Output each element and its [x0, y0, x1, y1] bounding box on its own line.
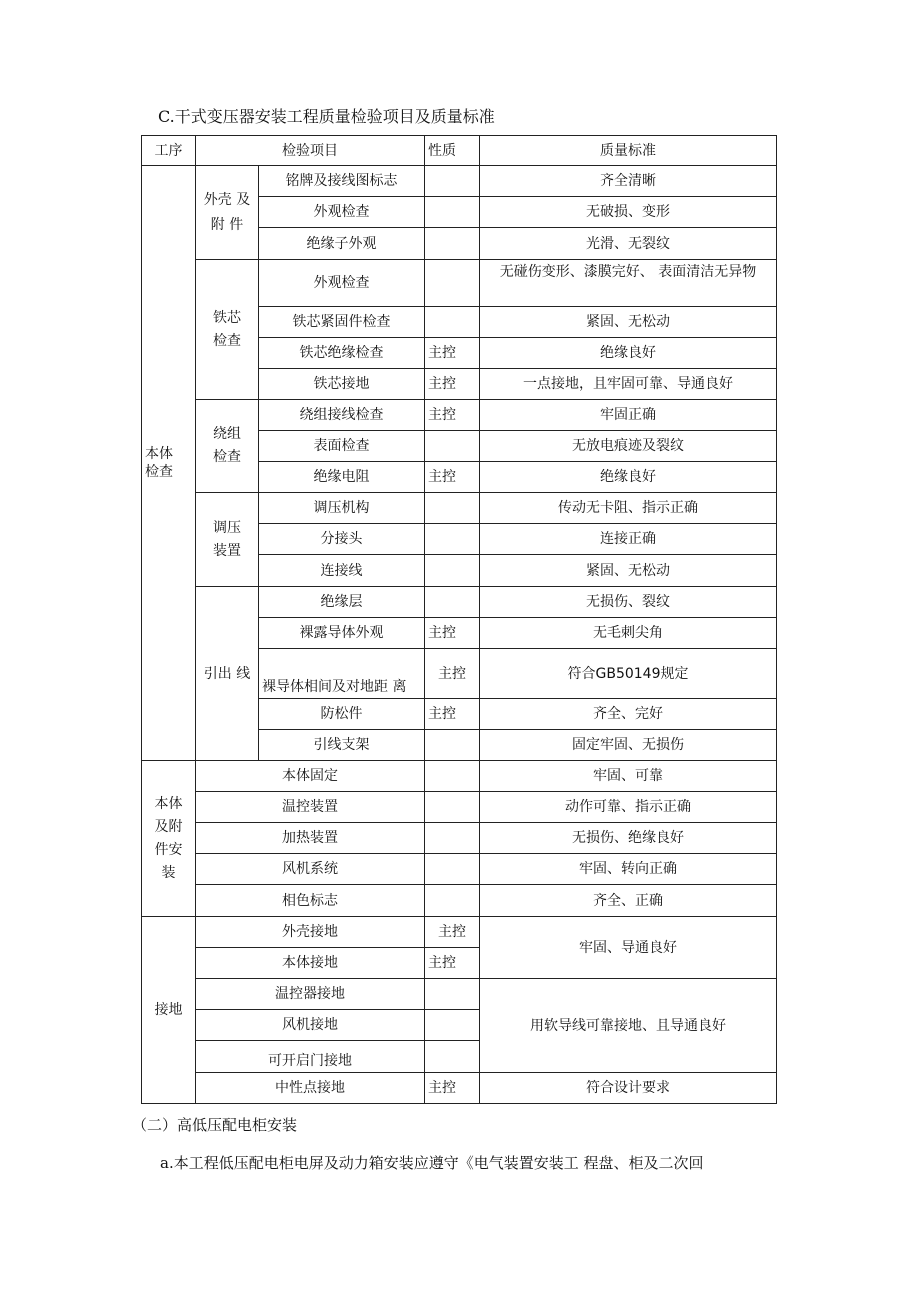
standard-cell: 齐全清晰 [480, 166, 777, 197]
standard-cell: 牢固、导通良好 [480, 917, 777, 979]
standard-cell: 齐全、完好 [480, 699, 777, 730]
nature-cell [425, 228, 480, 260]
table-row [142, 1073, 777, 1104]
item-cell: 外壳接地 [196, 917, 425, 948]
header-row [142, 136, 777, 166]
standard-cell: 牢固、转向正确 [480, 854, 777, 885]
standard-cell: 无碰伤变形、漆膜完好、 表面清洁无异物 [480, 260, 777, 307]
table-row [142, 823, 777, 854]
body-paragraph: a.本工程低压配电柜电屏及动力箱安装应遵守《电气装置安装工 程盘、柜及二次回 [160, 1154, 704, 1172]
item-cell: 铁芯绝缘检查 [259, 338, 425, 369]
table-row [142, 917, 777, 948]
standard-cell: 一点接地，且牢固可靠、导通良好 [480, 369, 777, 400]
table-row [142, 885, 777, 917]
item-cell: 绝缘子外观 [259, 228, 425, 260]
table-row [142, 854, 777, 885]
item-cell: 中性点接地 [196, 1073, 425, 1104]
item-cell: 铭牌及接线图标志 [259, 166, 425, 197]
item-cell: 防松件 [259, 699, 425, 730]
group-lead: 引出 线 [196, 587, 259, 761]
item-cell: 引线支架 [259, 730, 425, 761]
item-cell: 绕组接线检查 [259, 400, 425, 431]
table-row [142, 761, 777, 792]
table-row [142, 979, 777, 1010]
item-cell: 调压机构 [259, 493, 425, 524]
standard-cell: 用软导线可靠接地、且导通良好 [480, 979, 777, 1073]
standard-cell: 紧固、无松动 [480, 555, 777, 587]
standard-cell: 符合设计要求 [480, 1073, 777, 1104]
nature-cell [425, 166, 480, 197]
nature-cell [425, 885, 480, 917]
item-cell: 绝缘电阻 [259, 462, 425, 493]
group-regulator: 调压 装置 [196, 493, 259, 587]
nature-cell: 主控 [425, 1073, 480, 1104]
nature-cell: 主控 [425, 400, 480, 431]
item-cell: 加热装置 [196, 823, 425, 854]
nature-cell [425, 260, 480, 307]
nature-cell [425, 792, 480, 823]
section-body-check: 本体 检查 [142, 166, 196, 761]
item-cell: 本体接地 [196, 948, 425, 979]
nature-cell [425, 431, 480, 462]
header-nature: 性质 [425, 136, 480, 166]
item-cell: 温控器接地 [196, 979, 425, 1010]
standard-cell: 牢固正确 [480, 400, 777, 431]
table-row [142, 587, 777, 618]
item-cell: 风机接地 [196, 1010, 425, 1041]
item-cell: 铁芯紧固件检查 [259, 307, 425, 338]
section-heading: （二）高低压配电柜安装 [132, 1116, 298, 1134]
table-title: C.干式变压器安装工程质量检验项目及质量标准 [158, 107, 495, 126]
item-cell: 裸露导体外观 [259, 618, 425, 649]
table-row [142, 260, 777, 307]
nature-cell: 主控 [425, 917, 480, 948]
item-cell: 外观检查 [259, 197, 425, 228]
standard-cell: 连接正确 [480, 524, 777, 555]
quality-standard-table [141, 135, 777, 1104]
standard-cell: 无放电痕迹及裂纹 [480, 431, 777, 462]
nature-cell [425, 979, 480, 1010]
nature-cell [425, 197, 480, 228]
nature-cell [425, 555, 480, 587]
standard-cell: 动作可靠、指示正确 [480, 792, 777, 823]
standard-cell: 光滑、无裂纹 [480, 228, 777, 260]
standard-cell: 符合GB50149规定 [480, 649, 777, 699]
standard-cell: 牢固、可靠 [480, 761, 777, 792]
item-cell: 温控装置 [196, 792, 425, 823]
nature-cell [425, 587, 480, 618]
section-grounding: 接地 [142, 917, 196, 1104]
nature-cell: 主控 [425, 338, 480, 369]
nature-cell [425, 730, 480, 761]
item-cell: 连接线 [259, 555, 425, 587]
header-process: 工序 [142, 136, 196, 166]
nature-cell: 主控 [425, 618, 480, 649]
section-body-install: 本体 及附 件安 装 [142, 761, 196, 917]
nature-cell: 主控 [425, 699, 480, 730]
nature-cell [425, 493, 480, 524]
table-row [142, 493, 777, 524]
table-row [142, 792, 777, 823]
group-shell: 外壳 及 附 件 [196, 166, 259, 260]
nature-cell [425, 524, 480, 555]
standard-cell: 绝缘良好 [480, 462, 777, 493]
standard-cell: 无毛刺尖角 [480, 618, 777, 649]
item-cell: 外观检查 [259, 260, 425, 307]
nature-cell [425, 307, 480, 338]
item-cell: 裸导体相间及对地距 离 [259, 649, 425, 699]
nature-cell: 主控 [425, 649, 480, 699]
standard-cell: 无损伤、绝缘良好 [480, 823, 777, 854]
table-row [142, 166, 777, 197]
nature-cell [425, 1010, 480, 1041]
standard-cell: 固定牢固、无损伤 [480, 730, 777, 761]
standard-cell: 无损伤、裂纹 [480, 587, 777, 618]
group-core: 铁芯 检查 [196, 260, 259, 400]
item-cell: 可开启门接地 [196, 1041, 425, 1073]
table-row [142, 400, 777, 431]
header-item: 检验项目 [196, 136, 425, 166]
item-cell: 表面检查 [259, 431, 425, 462]
item-cell: 分接头 [259, 524, 425, 555]
nature-cell [425, 761, 480, 792]
nature-cell: 主控 [425, 462, 480, 493]
item-cell: 铁芯接地 [259, 369, 425, 400]
group-winding: 绕组 检查 [196, 400, 259, 493]
item-cell: 风机系统 [196, 854, 425, 885]
nature-cell: 主控 [425, 948, 480, 979]
item-cell: 绝缘层 [259, 587, 425, 618]
item-cell: 相色标志 [196, 885, 425, 917]
nature-cell [425, 854, 480, 885]
nature-cell [425, 1041, 480, 1073]
standard-cell: 齐全、正确 [480, 885, 777, 917]
nature-cell: 主控 [425, 369, 480, 400]
standard-cell: 绝缘良好 [480, 338, 777, 369]
standard-cell: 紧固、无松动 [480, 307, 777, 338]
item-cell: 本体固定 [196, 761, 425, 792]
standard-cell: 无破损、变形 [480, 197, 777, 228]
nature-cell [425, 823, 480, 854]
standard-cell: 传动无卡阻、指示正确 [480, 493, 777, 524]
header-standard: 质量标准 [480, 136, 777, 166]
